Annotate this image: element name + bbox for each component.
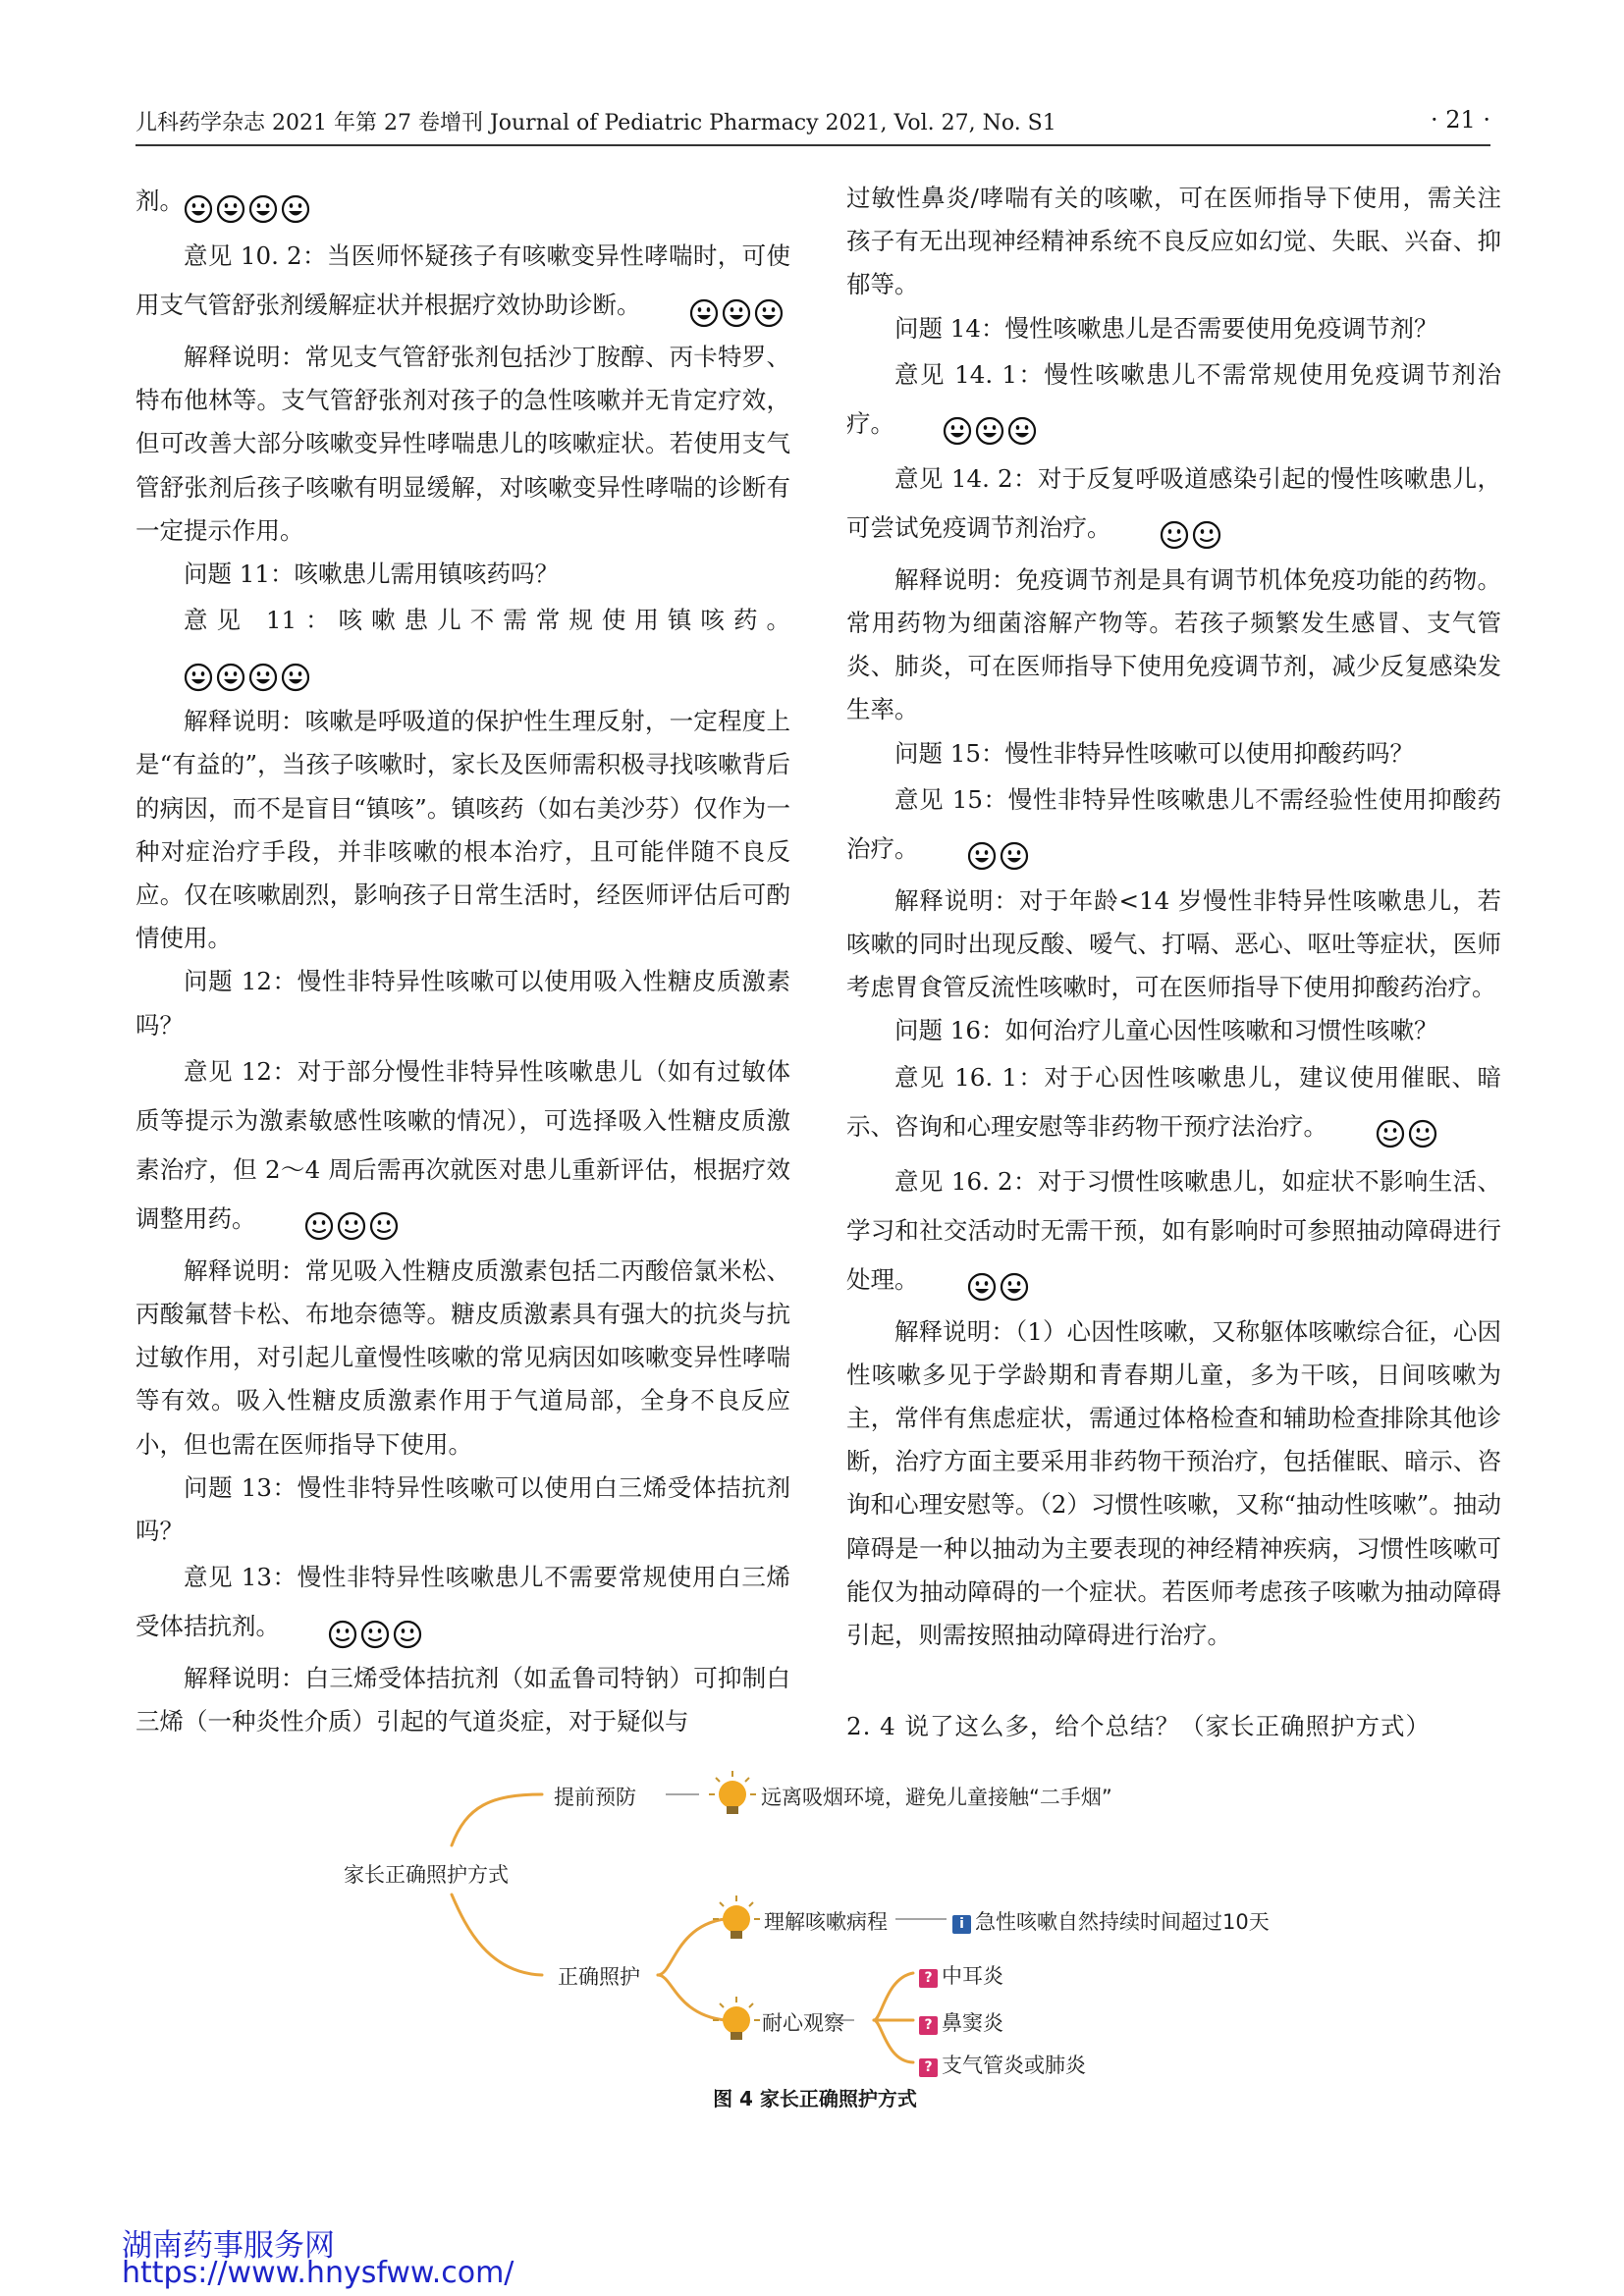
smiley-face-icon: [393, 1620, 422, 1649]
smiley-face-icon: [975, 416, 1004, 446]
paragraph-text: 意见 14. 1：慢性咳嗽患儿不需常规使用免疫调节剂治疗。: [846, 359, 1501, 438]
paragraph: [846, 1009, 1501, 1052]
rating-smileys: [1327, 1108, 1440, 1157]
running-header: [135, 106, 1490, 137]
connector-branch2-subs: [658, 1919, 725, 1975]
question-badge-icon: ?: [919, 2016, 938, 2035]
paragraph: [846, 350, 1501, 454]
smiley-face-icon: [967, 841, 997, 871]
rating-smileys: [641, 287, 786, 336]
smiley-face-icon: [304, 1211, 334, 1241]
smiley-face-icon: [369, 1211, 399, 1241]
info-badge-icon: i: [952, 1915, 971, 1934]
watermark-site-name: 湖南药事服务网: [122, 2228, 335, 2264]
smiley-face-icon: [248, 663, 278, 692]
rating-smileys: [256, 1201, 402, 1250]
paragraph-text: 过敏性鼻炎/哮喘有关的咳嗽，可在医师指导下使用，需关注孩子有无出现神经精神系统不良反应如幻觉、失眠、兴奋、抑郁等。: [846, 184, 1501, 299]
mindmap-leaf-smoke: 远离吸烟环境，避免儿童接触“二手烟”: [761, 1786, 1112, 1809]
smiley-face-icon: [1408, 1119, 1437, 1148]
rating-smileys: [919, 830, 1032, 880]
connector-root-branch1: [452, 1794, 542, 1845]
paragraph-text: 意见 12：对于部分慢性非特异性咳嗽患儿（如有过敏体质等提示为激素敏感性咳嗽的情况），可选择吸入性糖皮质激素治疗，但 2～4 周后需再次就医对患儿重新评估，根据疗效调整用药。: [135, 1056, 790, 1233]
mindmap-sub-observe: 耐心观察: [762, 2011, 844, 2035]
paragraph: [846, 1053, 1501, 1157]
mind-map-figure: [265, 1767, 1375, 2077]
mindmap-leaf-duration: i 急性咳嗽自然持续时间超过10天: [952, 1906, 1270, 1936]
paragraph: [846, 307, 1501, 350]
paragraph: [135, 700, 790, 960]
mindmap-branch-prevention: 提前预防: [554, 1786, 636, 1809]
journal-title: 儿科药学杂志 2021 年第 27 卷增刊 Journal of Pediatric Pharmacy 2021, Vol. 27, No. S1: [135, 111, 1056, 135]
mindmap-branch-care: 正确照护: [558, 1965, 640, 1989]
smiley-face-icon: [216, 194, 245, 224]
connector-sub2-leaves: [874, 1973, 913, 2020]
smiley-face-icon: [328, 1620, 357, 1649]
mindmap-leaf-otitis: ? 中耳炎: [919, 1960, 1003, 1990]
watermark-url[interactable]: https://www.hnysfww.com/: [122, 2256, 514, 2290]
header-rule: [135, 144, 1490, 146]
rating-smileys: [280, 1608, 425, 1657]
paragraph-text: 问题 15：慢性非特异性咳嗽可以使用抑酸药吗？: [894, 738, 1414, 768]
mindmap-sub-course: 理解咳嗽病程: [764, 1910, 888, 1934]
paragraph: [135, 232, 790, 336]
paragraph: [135, 596, 790, 700]
paragraph-text: 解释说明：白三烯受体拮抗剂（如孟鲁司特钠）可抑制白三烯（一种炎性介质）引起的气道炎症，对于疑似与: [135, 1664, 790, 1736]
question-badge-icon: ?: [919, 1969, 938, 1988]
paragraph: [135, 1467, 790, 1553]
paragraph-text: 解释说明：（1）心因性咳嗽，又称躯体咳嗽综合征，心因性咳嗽多见于学龄期和青春期儿童，多为干咳，日间咳嗽为主，常伴有焦虑症状，需通过体格检查和辅助检查排除其他诊断，治疗方面主要采用非药物干预治疗，包括催眠、暗示、咨询和心理安慰等。（2）习惯性咳嗽，又称“抽动性咳嗽”。抽动障碍是一种以抽动为主要表现的神经精神疾病，习惯性咳嗽可能仅为抽动障碍的一个症状。若医师考虑孩子咳嗽为抽动障碍引起，则需按照抽动障碍进行治疗。: [846, 1316, 1501, 1650]
smiley-face-icon: [943, 416, 972, 446]
paragraph: [846, 454, 1501, 559]
paragraph-text: 问题 13：慢性非特异性咳嗽可以使用白三烯受体拮抗剂吗？: [135, 1472, 790, 1546]
rating-smileys: [919, 1261, 1032, 1310]
smiley-face-icon: [184, 663, 213, 692]
paragraph-text: 意见 15：慢性非特异性咳嗽患儿不需经验性使用抑酸药治疗。: [846, 784, 1501, 863]
right-column: [846, 177, 1501, 1657]
paragraph: [846, 559, 1501, 732]
lightbulb-icon: [709, 1771, 756, 1814]
paragraph: [135, 960, 790, 1046]
question-badge-icon: ?: [919, 2058, 938, 2077]
paragraph-text: 解释说明：常见支气管舒张剂包括沙丁胺醇、丙卡特罗、特布他林等。支气管舒张剂对孩子的急性咳嗽并无肯定疗效，但可改善大部分咳嗽变异性哮喘患儿的咳嗽症状。若使用支气管舒张剂后孩子咳嗽有明显缓解，对咳嗽变异性哮喘的诊断有一定提示作用。: [135, 343, 790, 545]
paragraph: [846, 1157, 1501, 1310]
rating-smileys: [184, 183, 313, 232]
rating-smileys: [1111, 509, 1224, 559]
paragraph-text: 意见 16. 1：对于心因性咳嗽患儿，建议使用催眠、暗示、咨询和心理安慰等非药物干预疗法治疗。: [846, 1062, 1501, 1141]
paragraph: [135, 553, 790, 596]
smiley-face-icon: [184, 194, 213, 224]
smiley-face-icon: [360, 1620, 390, 1649]
paragraph-text: 剂。: [135, 187, 184, 215]
paragraph-text: 意见 13：慢性非特异性咳嗽患儿不需要常规使用白三烯受体拮抗剂。: [135, 1563, 790, 1641]
paragraph-text: 解释说明：常见吸入性糖皮质激素包括二丙酸倍氯米松、丙酸氟替卡松、布地奈德等。糖皮质激素具有强大的抗炎与抗过敏作用，对引起儿童慢性咳嗽的常见病因如咳嗽变异性哮喘等有效。吸入性糖皮质激素作用于气道局部，全身不良反应小，但也需在医师指导下使用。: [135, 1255, 790, 1459]
paragraph-text: 解释说明：咳嗽是呼吸道的保护性生理反射，一定程度上是“有益的”，当孩子咳嗽时，家长及医师需积极寻找咳嗽背后的病因，而不是盲目“镇咳”。镇咳药（如右美沙芬）仅作为一种对症治疗手段，并非咳嗽的根本治疗，且可能伴随不良反应。仅在咳嗽剧烈，影响孩子日常生活时，经医师评估后可酌情使用。: [135, 707, 790, 953]
bulb-icons: [709, 1771, 760, 2040]
page-number: · 21 ·: [1430, 106, 1490, 133]
paragraph-text: 意见 16. 2：对于习惯性咳嗽患儿，如症状不影响生活、学习和社交活动时无需干预，如有影响时可参照抽动障碍进行处理。: [846, 1166, 1501, 1294]
smiley-face-icon: [754, 298, 784, 328]
paragraph: [135, 1553, 790, 1657]
paragraph: [135, 1657, 790, 1743]
smiley-face-icon: [281, 194, 310, 224]
smiley-face-icon: [1160, 520, 1189, 550]
smiley-face-icon: [1000, 841, 1029, 871]
paragraph-text: 问题 14：慢性咳嗽患儿是否需要使用免疫调节剂？: [894, 313, 1438, 343]
paragraph-text: 解释说明：免疫调节剂是具有调节机体免疫功能的药物。常用药物为细菌溶解产物等。若孩子频繁发生感冒、支气管炎、肺炎，可在医师指导下使用免疫调节剂，减少反复感染发生率。: [846, 564, 1501, 724]
smiley-face-icon: [722, 298, 751, 328]
figure-caption: 图 4 家长正确照护方式: [713, 2087, 917, 2110]
paragraph-text: 意见 10. 2：当医师怀疑孩子有咳嗽变异性哮喘时，可使用支气管舒张剂缓解症状并根据疗效协助诊断。: [135, 241, 790, 319]
paragraph: [135, 336, 790, 553]
paragraph: [135, 177, 790, 232]
smiley-face-icon: [248, 194, 278, 224]
paragraph-text: 问题 16：如何治疗儿童心因性咳嗽和习惯性咳嗽？: [894, 1016, 1438, 1045]
rating-smileys: [894, 405, 1040, 454]
smiley-face-icon: [281, 663, 310, 692]
section-heading: 2. 4 说了这么多，给个总结？（家长正确照护方式）: [846, 1712, 1432, 1740]
paragraph-text: 问题 11：咳嗽患儿需用镇咳药吗？: [184, 560, 559, 589]
smiley-face-icon: [216, 663, 245, 692]
smiley-face-icon: [1192, 520, 1221, 550]
paragraph: [135, 1047, 790, 1250]
mindmap-leaf-sinusitis: ? 鼻窦炎: [919, 2007, 1003, 2037]
left-column: [135, 177, 790, 1744]
rating-smileys: [135, 651, 313, 700]
connector-root-branch2: [452, 1895, 542, 1975]
paragraph: [846, 177, 1501, 307]
paragraph: [846, 775, 1501, 880]
paragraph-text: 意见 11：咳嗽患儿不需常规使用镇咳药。: [184, 606, 790, 635]
smiley-face-icon: [1376, 1119, 1405, 1148]
paragraph-text: 问题 12：慢性非特异性咳嗽可以使用吸入性糖皮质激素吗？: [135, 967, 790, 1040]
paragraph: [846, 880, 1501, 1010]
smiley-face-icon: [1000, 1272, 1029, 1302]
smiley-face-icon: [1007, 416, 1037, 446]
mindmap-root: 家长正确照护方式: [344, 1863, 509, 1887]
paragraph: [846, 1310, 1501, 1658]
smiley-face-icon: [689, 298, 719, 328]
paragraph-text: 意见 14. 2：对于反复呼吸道感染引起的慢性咳嗽患儿，可尝试免疫调节剂治疗。: [846, 463, 1501, 542]
paragraph: [846, 732, 1501, 775]
smiley-face-icon: [967, 1272, 997, 1302]
mindmap-leaf-bronchitis: ? 支气管炎或肺炎: [919, 2050, 1086, 2079]
smiley-face-icon: [337, 1211, 366, 1241]
lightbulb-icon: [713, 1896, 760, 1939]
paragraph: [135, 1250, 790, 1467]
paragraph-text: 解释说明：对于年龄<14 岁慢性非特异性咳嗽患儿，若咳嗽的同时出现反酸、嗳气、打嗝、恶心、呕吐等症状，医师考虑胃食管反流性咳嗽时，可在医师指导下使用抑酸药治疗。: [846, 885, 1501, 1002]
